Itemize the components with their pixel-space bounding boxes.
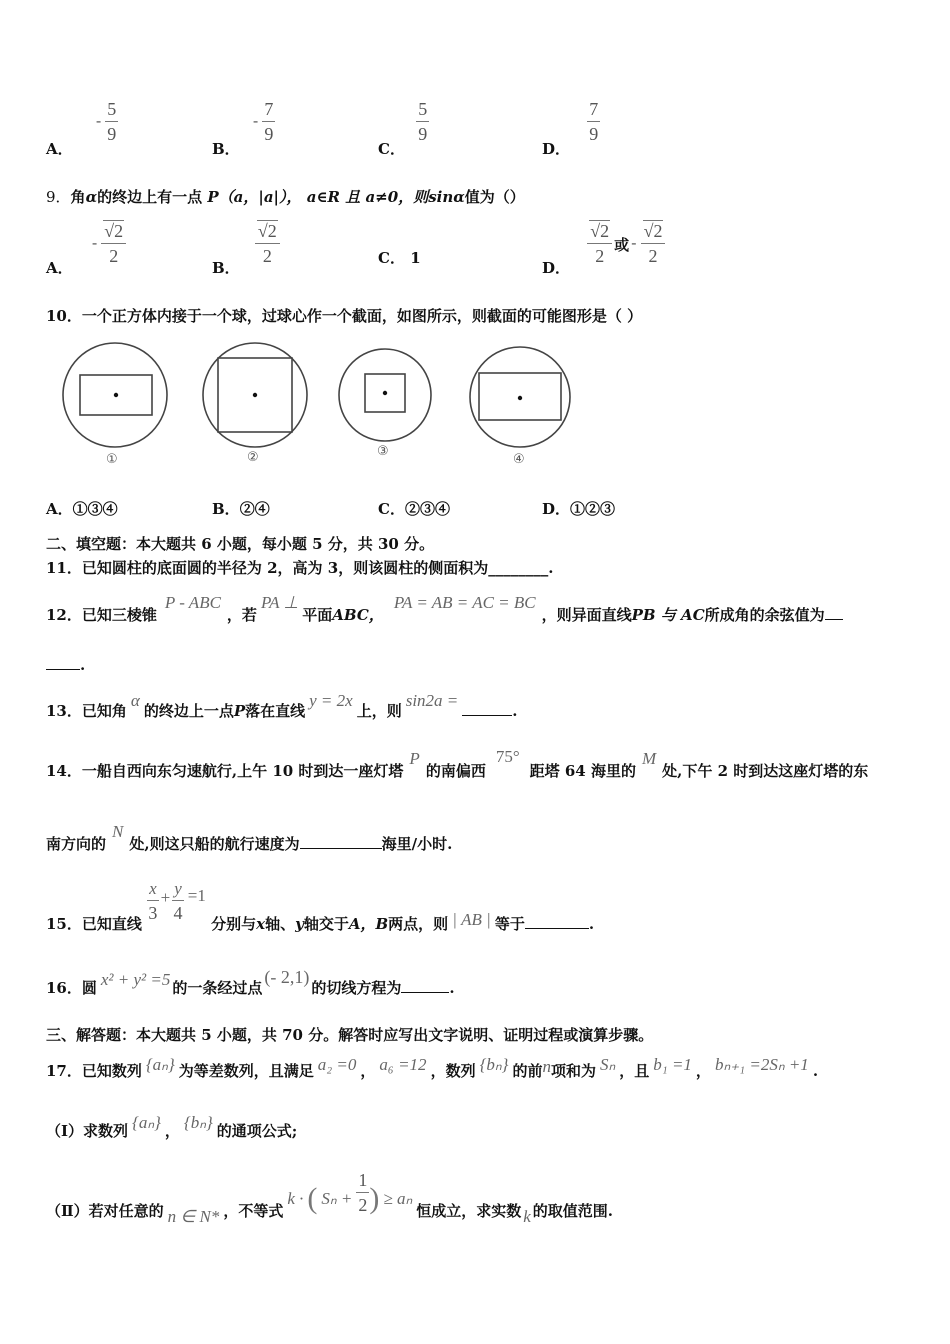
q9-option-a-fraction: $\frac{√2}{2}$	[101, 222, 126, 265]
figure-2-center	[253, 393, 257, 397]
q12-line2: .	[46, 655, 85, 674]
q12-answer-blank-2[interactable]	[46, 655, 80, 670]
q14-answer-blank[interactable]	[300, 834, 382, 849]
q15: 15．已知直线 $\frac{x}{3}$ + $\frac{y}{4}$ =1 分别与x轴、y轴交于A，B两点，则 | AB | 等于 .	[46, 879, 595, 933]
q13: 13．已知角α的终边上一点P落在直线y = 2x上，则sin2a =.	[46, 691, 518, 720]
q9-stem: 9．角α的终边上有一点 P（a，|a|）， a∈R 且 a≠0，则sinα值为（）	[46, 188, 525, 206]
q8-option-a	[46, 99, 117, 158]
q10-option-c: C．②③④	[378, 500, 450, 518]
q8-option-b-sign: -	[252, 110, 259, 130]
q8-option-d	[542, 99, 599, 158]
q15-fraction-y: $\frac{y}{4}$	[173, 879, 183, 923]
figure-3-center	[383, 391, 387, 395]
q8-option-a-sign: -	[95, 110, 102, 130]
q8-option-c	[378, 99, 428, 158]
q8-option-a-fraction: $\frac{5}{9}$	[107, 99, 117, 144]
q9-option-c: C． 1	[378, 249, 421, 267]
q12-answer-blank-1[interactable]	[825, 605, 843, 620]
figure-1-center	[114, 393, 118, 397]
figure-3-label: ③	[377, 444, 389, 459]
q16: 16．圆 x² + y² =5 的一条经过点(- 2,1)的切线方程为 .	[46, 967, 455, 997]
figure-1-label: ①	[106, 452, 118, 467]
q15-answer-blank[interactable]	[525, 914, 589, 929]
q17-part-1: （Ⅰ）求数列 {aₙ} ， {bₙ} 的通项公式;	[46, 1113, 298, 1140]
q13-answer-blank[interactable]	[462, 701, 512, 716]
q15-fraction-x: $\frac{x}{3}$	[148, 879, 158, 923]
q17-part-2: （Ⅱ）若对任意的 n ∈ N* ，不等式k · ( Sₙ + $\frac{1}{2}$ ) ≥ aₙ恒成立，求实数 k 的取值范围.	[46, 1169, 614, 1226]
figure-2-label: ②	[247, 450, 259, 465]
q14-line2: 南方向的N处,则这只船的航行速度为 海里/小时.	[46, 822, 453, 853]
section-2-heading: 二、填空题：本大题共 6 小题，每小题 5 分，共 30 分。	[46, 535, 435, 553]
q8-option-c-letter: C．	[378, 139, 405, 158]
q16-answer-blank[interactable]	[401, 978, 449, 993]
q17-stem: 17．已知数列 {aₙ} 为等差数列，且满足 a₂ =0 ， a₆ =12 ，数列 {bₙ} 的前n项和为 Sₙ ，且 b₁ =1 ， bₙ₊₁ =2Sₙ +1 .	[46, 1055, 819, 1080]
q11: 11．已知圆柱的底面圆的半径为 2，高为 3，则该圆柱的侧面积为________.	[46, 559, 554, 577]
q8-option-b-fraction: $\frac{7}{9}$	[264, 99, 274, 144]
q10-figures	[55, 340, 585, 475]
q9-option-a: A． - $\frac{√2}{2}$	[46, 222, 112, 265]
section-3-heading: 三、解答题：本大题共 5 小题，共 70 分。解答时应写出文字说明、证明过程或演算步骤。	[46, 1026, 654, 1044]
q14-line1: 14．一船自西向东匀速航行,上午 10 时到达一座灯塔P的南偏西75°距塔 64 海里的M处,下午 2 时到达这座灯塔的东	[46, 747, 869, 780]
q8-option-b	[212, 99, 274, 158]
q10-option-b: B．②④	[212, 500, 270, 518]
q10-option-d: D．①②③	[542, 500, 616, 518]
q9-option-b: B． $\frac{√2}{2}$	[212, 222, 270, 265]
q8-option-a-letter: A．	[46, 139, 73, 158]
q8-option-c-fraction: $\frac{5}{9}$	[418, 99, 428, 144]
figure-4-center	[518, 396, 522, 400]
q12: 12．已知三棱锥P - ABC，若PA ⊥平面ABC，PA = AB = AC = BC，则异面直线PB 与 AC所成角的余弦值为	[46, 604, 843, 625]
q10-stem: 10．一个正方体内接于一个球，过球心作一个截面，如图所示，则截面的可能图形是（ ）	[46, 307, 643, 325]
q10-option-a: A．①③④	[46, 500, 118, 518]
q8-option-d-fraction: $\frac{7}{9}$	[589, 99, 599, 144]
q9-option-d: D． $\frac{√2}{2}$ 或 - $\frac{√2}{2}$	[542, 222, 653, 265]
q9-option-d-fraction-2: $\frac{√2}{2}$	[641, 222, 666, 265]
q8-option-d-letter: D．	[542, 139, 571, 158]
q9-option-b-fraction: $\frac{√2}{2}$	[255, 222, 280, 265]
q17-fraction-half: $\frac{1}{2}$	[358, 1169, 368, 1215]
q8-option-b-letter: B．	[212, 139, 240, 158]
q9-option-d-fraction-1: $\frac{√2}{2}$	[587, 222, 612, 265]
figure-4-label: ④	[513, 452, 525, 467]
